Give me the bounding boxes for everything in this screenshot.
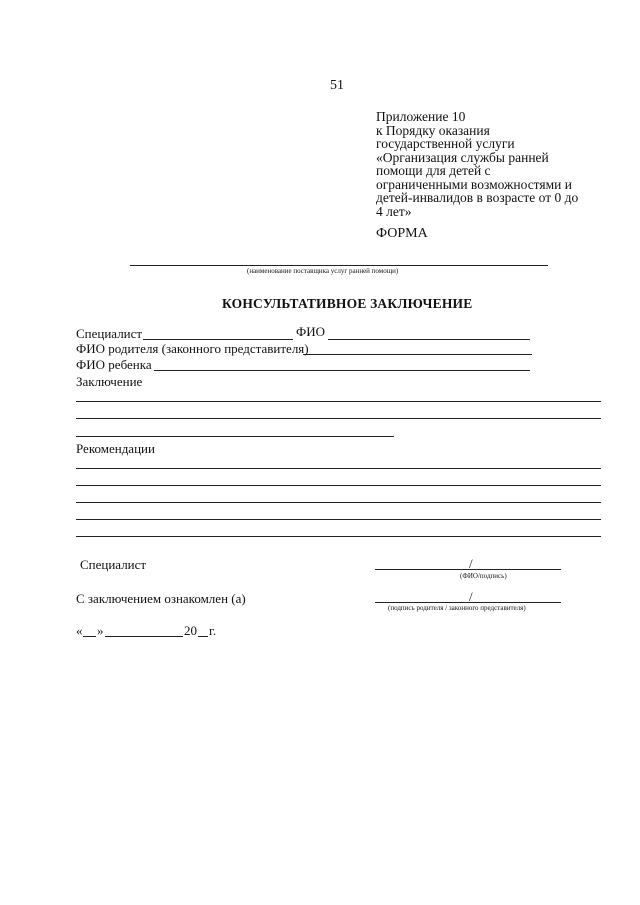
appendix-line: «Организация службы ранней xyxy=(376,149,549,165)
recommendations-label: Рекомендации xyxy=(76,441,155,456)
specialist-signature-caption: (ФИО/подпись) xyxy=(460,572,507,580)
child-fio-input-line[interactable] xyxy=(154,370,530,371)
conclusion-line[interactable] xyxy=(76,418,601,419)
appendix-line: государственной услуги xyxy=(376,136,515,151)
appendix-line: ограниченными возможностями и xyxy=(376,176,572,192)
date-year-suffix: г. xyxy=(209,623,217,638)
fio-input-line[interactable] xyxy=(328,339,530,340)
date-close-quote: » xyxy=(97,623,104,638)
conclusion-line[interactable] xyxy=(76,436,394,437)
document-title: КОНСУЛЬТАТИВНОЕ ЗАКЛЮЧЕНИЕ xyxy=(222,296,473,311)
appendix-header xyxy=(376,110,616,218)
conclusion-label: Заключение xyxy=(76,374,143,389)
specialist-label: Специалист xyxy=(76,326,143,341)
acquainted-label: С заключением ознакомлен (а) xyxy=(76,591,246,606)
recommendations-line[interactable] xyxy=(76,485,601,486)
form-label: ФОРМА xyxy=(376,226,428,241)
provider-caption: (наименование поставщика услуг ранней помощи) xyxy=(247,267,399,275)
provider-name-line xyxy=(130,265,548,266)
recommendations-line[interactable] xyxy=(76,502,601,503)
specialist-input-line[interactable] xyxy=(143,339,293,340)
parent-fio-label: ФИО родителя (законного представителя) xyxy=(76,341,309,356)
recommendations-line[interactable] xyxy=(76,519,601,520)
conclusion-line[interactable] xyxy=(76,401,601,402)
date-day-line[interactable] xyxy=(83,636,96,637)
parent-signature-caption: (подпись родителя / законного представителя) xyxy=(388,604,526,612)
recommendations-line[interactable] xyxy=(76,468,601,469)
date-month-line[interactable] xyxy=(105,636,183,637)
recommendations-line[interactable] xyxy=(76,536,601,537)
appendix-line: Приложение 10 xyxy=(376,109,466,124)
child-fio-label: ФИО ребенка xyxy=(76,357,152,372)
parent-fio-input-line[interactable] xyxy=(303,354,532,355)
date-open-quote: « xyxy=(76,623,83,638)
fio-label: ФИО xyxy=(296,324,326,339)
date-year-line[interactable] xyxy=(198,636,208,637)
signature-slash: / xyxy=(469,589,473,604)
specialist-signature-line[interactable] xyxy=(375,569,561,570)
appendix-line: детей-инвалидов в возрасте от 0 до xyxy=(376,190,579,205)
page-number: 51 xyxy=(330,78,344,93)
signature-slash: / xyxy=(469,556,473,571)
signature-specialist-label: Специалист xyxy=(80,557,147,572)
appendix-line: 4 лет» xyxy=(376,203,412,219)
appendix-line: к Порядку оказания xyxy=(376,122,490,138)
appendix-line: помощи для детей с xyxy=(376,163,491,178)
date-year-prefix: 20 xyxy=(184,623,197,638)
parent-signature-line[interactable] xyxy=(375,602,561,603)
